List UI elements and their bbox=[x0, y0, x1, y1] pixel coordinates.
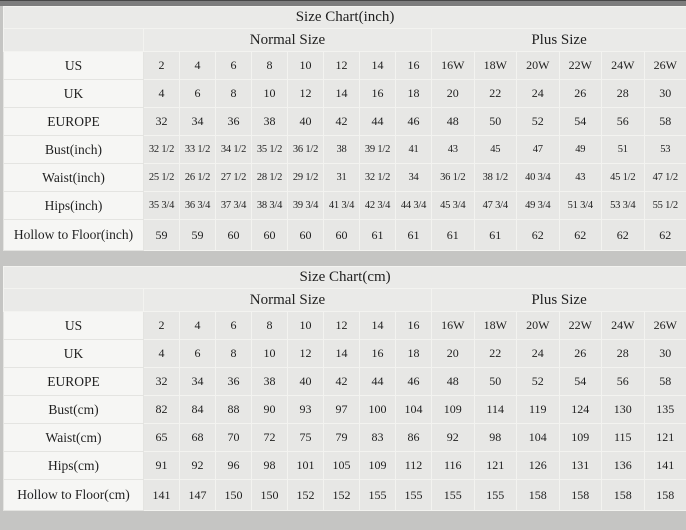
size-cell: 42 bbox=[324, 368, 360, 396]
size-cell: 40 bbox=[288, 368, 324, 396]
size-cell: 12 bbox=[288, 80, 324, 108]
size-cell: 47 bbox=[517, 136, 560, 164]
size-cell: 20 bbox=[432, 80, 475, 108]
size-cell: 10 bbox=[252, 340, 288, 368]
size-cell: 20 bbox=[432, 340, 475, 368]
size-cell: 92 bbox=[180, 452, 216, 480]
tables-separator bbox=[0, 251, 686, 266]
size-cell: 6 bbox=[180, 80, 216, 108]
size-cell: 6 bbox=[216, 312, 252, 340]
size-cell: 82 bbox=[144, 396, 180, 424]
size-cell: 59 bbox=[144, 220, 180, 251]
size-cell: 34 bbox=[180, 108, 216, 136]
size-cell: 52 bbox=[517, 368, 560, 396]
size-cell: 29 1/2 bbox=[288, 164, 324, 192]
size-cell: 126 bbox=[517, 452, 560, 480]
row-label: US bbox=[4, 312, 144, 340]
size-cell: 52 bbox=[517, 108, 560, 136]
size-cell: 45 3/4 bbox=[432, 192, 475, 220]
size-cell: 61 bbox=[432, 220, 475, 251]
row-label: US bbox=[4, 52, 144, 80]
size-cell: 100 bbox=[360, 396, 396, 424]
size-cell: 4 bbox=[180, 52, 216, 80]
size-cell: 152 bbox=[324, 480, 360, 511]
size-cell: 42 bbox=[324, 108, 360, 136]
table-title: Size Chart(inch) bbox=[4, 7, 686, 29]
row-label: EUROPE bbox=[4, 108, 144, 136]
size-cell: 104 bbox=[396, 396, 432, 424]
size-cell: 46 bbox=[396, 368, 432, 396]
size-cell: 12 bbox=[324, 52, 360, 80]
title-row bbox=[4, 267, 686, 289]
size-cell: 54 bbox=[559, 368, 602, 396]
size-cell: 121 bbox=[474, 452, 517, 480]
size-cell: 109 bbox=[360, 452, 396, 480]
size-cell: 8 bbox=[252, 52, 288, 80]
table-row bbox=[4, 192, 686, 220]
table-title: Size Chart(cm) bbox=[4, 267, 686, 289]
size-cell: 10 bbox=[288, 52, 324, 80]
size-cell: 20W bbox=[517, 52, 560, 80]
size-cell: 36 1/2 bbox=[288, 136, 324, 164]
table-row bbox=[4, 340, 686, 368]
size-cell: 155 bbox=[474, 480, 517, 511]
size-cell: 18 bbox=[396, 340, 432, 368]
size-cell: 88 bbox=[216, 396, 252, 424]
size-cell: 18W bbox=[474, 312, 517, 340]
table-row bbox=[4, 80, 686, 108]
size-cell: 36 3/4 bbox=[180, 192, 216, 220]
size-cell: 16 bbox=[360, 80, 396, 108]
normal-size-header: Normal Size bbox=[144, 289, 432, 312]
size-cell: 51 bbox=[602, 136, 645, 164]
size-cell: 56 bbox=[602, 108, 645, 136]
table-row bbox=[4, 108, 686, 136]
size-cell: 35 3/4 bbox=[144, 192, 180, 220]
size-cell: 50 bbox=[474, 368, 517, 396]
size-cell: 98 bbox=[474, 424, 517, 452]
size-cell: 24W bbox=[602, 312, 645, 340]
size-cell: 43 bbox=[432, 136, 475, 164]
size-cell: 26 bbox=[559, 340, 602, 368]
size-cell: 49 bbox=[559, 136, 602, 164]
size-cell: 38 bbox=[252, 368, 288, 396]
size-cell: 155 bbox=[360, 480, 396, 511]
table-row bbox=[4, 136, 686, 164]
size-cell: 41 bbox=[396, 136, 432, 164]
row-label: Hips(inch) bbox=[4, 192, 144, 220]
size-cell: 62 bbox=[602, 220, 645, 251]
size-cell: 16 bbox=[360, 340, 396, 368]
size-cell: 61 bbox=[474, 220, 517, 251]
size-cell: 36 1/2 bbox=[432, 164, 475, 192]
table-row bbox=[4, 480, 686, 511]
size-cell: 10 bbox=[252, 80, 288, 108]
size-cell: 24 bbox=[517, 340, 560, 368]
size-cell: 90 bbox=[252, 396, 288, 424]
size-cell: 41 3/4 bbox=[324, 192, 360, 220]
size-cell: 79 bbox=[324, 424, 360, 452]
size-cell: 44 3/4 bbox=[396, 192, 432, 220]
size-cell: 45 bbox=[474, 136, 517, 164]
size-cell: 32 bbox=[144, 368, 180, 396]
size-cell: 48 bbox=[432, 368, 475, 396]
size-cell: 26 bbox=[559, 80, 602, 108]
row-label: Bust(cm) bbox=[4, 396, 144, 424]
size-cell: 93 bbox=[288, 396, 324, 424]
size-cell: 112 bbox=[396, 452, 432, 480]
table-row bbox=[4, 424, 686, 452]
size-cell: 53 bbox=[644, 136, 686, 164]
size-cell: 50 bbox=[474, 108, 517, 136]
row-label: UK bbox=[4, 340, 144, 368]
size-cell: 84 bbox=[180, 396, 216, 424]
size-cell: 28 1/2 bbox=[252, 164, 288, 192]
size-cell: 38 bbox=[324, 136, 360, 164]
size-cell: 4 bbox=[180, 312, 216, 340]
size-cell: 24 bbox=[517, 80, 560, 108]
size-cell: 16W bbox=[432, 52, 475, 80]
size-cell: 39 3/4 bbox=[288, 192, 324, 220]
size-cell: 2 bbox=[144, 52, 180, 80]
group-header-row bbox=[4, 29, 686, 52]
size-cell: 35 1/2 bbox=[252, 136, 288, 164]
size-cell: 55 1/2 bbox=[644, 192, 686, 220]
size-cell: 44 bbox=[360, 368, 396, 396]
size-cell: 14 bbox=[360, 312, 396, 340]
size-cell: 37 3/4 bbox=[216, 192, 252, 220]
size-cell: 22W bbox=[559, 52, 602, 80]
size-cell: 158 bbox=[517, 480, 560, 511]
size-cell: 18W bbox=[474, 52, 517, 80]
size-cell: 38 3/4 bbox=[252, 192, 288, 220]
size-cell: 26 1/2 bbox=[180, 164, 216, 192]
table-row bbox=[4, 52, 686, 80]
size-cell: 39 1/2 bbox=[360, 136, 396, 164]
size-cell: 33 1/2 bbox=[180, 136, 216, 164]
size-cell: 83 bbox=[360, 424, 396, 452]
size-cell: 31 bbox=[324, 164, 360, 192]
size-cell: 158 bbox=[644, 480, 686, 511]
size-cell: 72 bbox=[252, 424, 288, 452]
size-cell: 48 bbox=[432, 108, 475, 136]
size-cell: 62 bbox=[644, 220, 686, 251]
size-cell: 2 bbox=[144, 312, 180, 340]
size-cell: 20W bbox=[517, 312, 560, 340]
size-cell: 24W bbox=[602, 52, 645, 80]
size-cell: 30 bbox=[644, 80, 686, 108]
size-cell: 22 bbox=[474, 80, 517, 108]
size-cell: 60 bbox=[324, 220, 360, 251]
plus-size-header: Plus Size bbox=[432, 289, 686, 312]
table-row bbox=[4, 164, 686, 192]
size-cell: 62 bbox=[517, 220, 560, 251]
size-cell: 47 3/4 bbox=[474, 192, 517, 220]
table-row bbox=[4, 220, 686, 251]
row-label: Bust(inch) bbox=[4, 136, 144, 164]
size-cell: 124 bbox=[559, 396, 602, 424]
size-cell: 4 bbox=[144, 340, 180, 368]
size-cell: 155 bbox=[432, 480, 475, 511]
size-cell: 141 bbox=[144, 480, 180, 511]
size-cell: 58 bbox=[644, 108, 686, 136]
size-cell: 61 bbox=[360, 220, 396, 251]
size-cell: 59 bbox=[180, 220, 216, 251]
table-row bbox=[4, 312, 686, 340]
size-cell: 32 1/2 bbox=[144, 136, 180, 164]
size-cell: 150 bbox=[216, 480, 252, 511]
size-cell: 68 bbox=[180, 424, 216, 452]
size-cell: 53 3/4 bbox=[602, 192, 645, 220]
size-cell: 14 bbox=[324, 340, 360, 368]
size-cell: 119 bbox=[517, 396, 560, 424]
size-cell: 27 1/2 bbox=[216, 164, 252, 192]
size-cell: 46 bbox=[396, 108, 432, 136]
size-cell: 12 bbox=[288, 340, 324, 368]
size-cell: 96 bbox=[216, 452, 252, 480]
size-cell: 44 bbox=[360, 108, 396, 136]
size-cell: 86 bbox=[396, 424, 432, 452]
plus-size-header: Plus Size bbox=[432, 29, 686, 52]
size-cell: 114 bbox=[474, 396, 517, 424]
size-cell: 8 bbox=[216, 80, 252, 108]
row-label: Hollow to Floor(cm) bbox=[4, 480, 144, 511]
size-cell: 14 bbox=[324, 80, 360, 108]
size-cell: 136 bbox=[602, 452, 645, 480]
size-cell: 147 bbox=[180, 480, 216, 511]
size-cell: 28 bbox=[602, 340, 645, 368]
table-row bbox=[4, 452, 686, 480]
size-cell: 56 bbox=[602, 368, 645, 396]
normal-size-header: Normal Size bbox=[144, 29, 432, 52]
size-cell: 155 bbox=[396, 480, 432, 511]
size-cell: 34 bbox=[180, 368, 216, 396]
size-cell: 109 bbox=[432, 396, 475, 424]
size-cell: 22W bbox=[559, 312, 602, 340]
size-cell: 43 bbox=[559, 164, 602, 192]
size-cell: 116 bbox=[432, 452, 475, 480]
size-cell: 54 bbox=[559, 108, 602, 136]
size-cell: 36 bbox=[216, 368, 252, 396]
size-cell: 62 bbox=[559, 220, 602, 251]
size-cell: 14 bbox=[360, 52, 396, 80]
size-cell: 45 1/2 bbox=[602, 164, 645, 192]
size-cell: 158 bbox=[602, 480, 645, 511]
size-cell: 40 bbox=[288, 108, 324, 136]
size-cell: 109 bbox=[559, 424, 602, 452]
size-cell: 8 bbox=[216, 340, 252, 368]
size-cell: 30 bbox=[644, 340, 686, 368]
row-label: EUROPE bbox=[4, 368, 144, 396]
size-cell: 32 bbox=[144, 108, 180, 136]
size-cell: 105 bbox=[324, 452, 360, 480]
size-cell: 49 3/4 bbox=[517, 192, 560, 220]
size-cell: 70 bbox=[216, 424, 252, 452]
size-cell: 92 bbox=[432, 424, 475, 452]
size-chart-cm-table bbox=[3, 266, 686, 511]
size-cell: 22 bbox=[474, 340, 517, 368]
size-cell: 104 bbox=[517, 424, 560, 452]
size-cell: 152 bbox=[288, 480, 324, 511]
size-cell: 12 bbox=[324, 312, 360, 340]
size-cell: 10 bbox=[288, 312, 324, 340]
size-cell: 34 1/2 bbox=[216, 136, 252, 164]
size-cell: 121 bbox=[644, 424, 686, 452]
table-row bbox=[4, 368, 686, 396]
row-label: Waist(inch) bbox=[4, 164, 144, 192]
size-cell: 34 bbox=[396, 164, 432, 192]
size-cell: 97 bbox=[324, 396, 360, 424]
size-cell: 158 bbox=[559, 480, 602, 511]
size-cell: 16 bbox=[396, 312, 432, 340]
size-cell: 141 bbox=[644, 452, 686, 480]
size-cell: 16W bbox=[432, 312, 475, 340]
size-cell: 6 bbox=[180, 340, 216, 368]
size-cell: 75 bbox=[288, 424, 324, 452]
row-label: Waist(cm) bbox=[4, 424, 144, 452]
size-cell: 40 3/4 bbox=[517, 164, 560, 192]
size-cell: 98 bbox=[252, 452, 288, 480]
row-label: Hips(cm) bbox=[4, 452, 144, 480]
size-cell: 42 3/4 bbox=[360, 192, 396, 220]
title-row bbox=[4, 7, 686, 29]
size-cell: 38 bbox=[252, 108, 288, 136]
size-cell: 130 bbox=[602, 396, 645, 424]
size-cell: 58 bbox=[644, 368, 686, 396]
size-cell: 51 3/4 bbox=[559, 192, 602, 220]
corner-cell bbox=[4, 289, 144, 312]
size-cell: 28 bbox=[602, 80, 645, 108]
size-cell: 115 bbox=[602, 424, 645, 452]
size-cell: 18 bbox=[396, 80, 432, 108]
size-chart-inch-table bbox=[3, 6, 686, 251]
size-cell: 26W bbox=[644, 312, 686, 340]
size-cell: 16 bbox=[396, 52, 432, 80]
row-label: Hollow to Floor(inch) bbox=[4, 220, 144, 251]
size-cell: 32 1/2 bbox=[360, 164, 396, 192]
row-label: UK bbox=[4, 80, 144, 108]
corner-cell bbox=[4, 29, 144, 52]
size-cell: 38 1/2 bbox=[474, 164, 517, 192]
size-cell: 91 bbox=[144, 452, 180, 480]
size-cell: 25 1/2 bbox=[144, 164, 180, 192]
size-cell: 60 bbox=[288, 220, 324, 251]
size-cell: 65 bbox=[144, 424, 180, 452]
size-cell: 6 bbox=[216, 52, 252, 80]
group-header-row bbox=[4, 289, 686, 312]
size-cell: 131 bbox=[559, 452, 602, 480]
size-cell: 26W bbox=[644, 52, 686, 80]
size-cell: 101 bbox=[288, 452, 324, 480]
size-cell: 8 bbox=[252, 312, 288, 340]
size-cell: 36 bbox=[216, 108, 252, 136]
size-cell: 60 bbox=[252, 220, 288, 251]
size-cell: 47 1/2 bbox=[644, 164, 686, 192]
size-cell: 135 bbox=[644, 396, 686, 424]
size-cell: 4 bbox=[144, 80, 180, 108]
table-row bbox=[4, 396, 686, 424]
size-cell: 61 bbox=[396, 220, 432, 251]
size-cell: 150 bbox=[252, 480, 288, 511]
size-cell: 60 bbox=[216, 220, 252, 251]
